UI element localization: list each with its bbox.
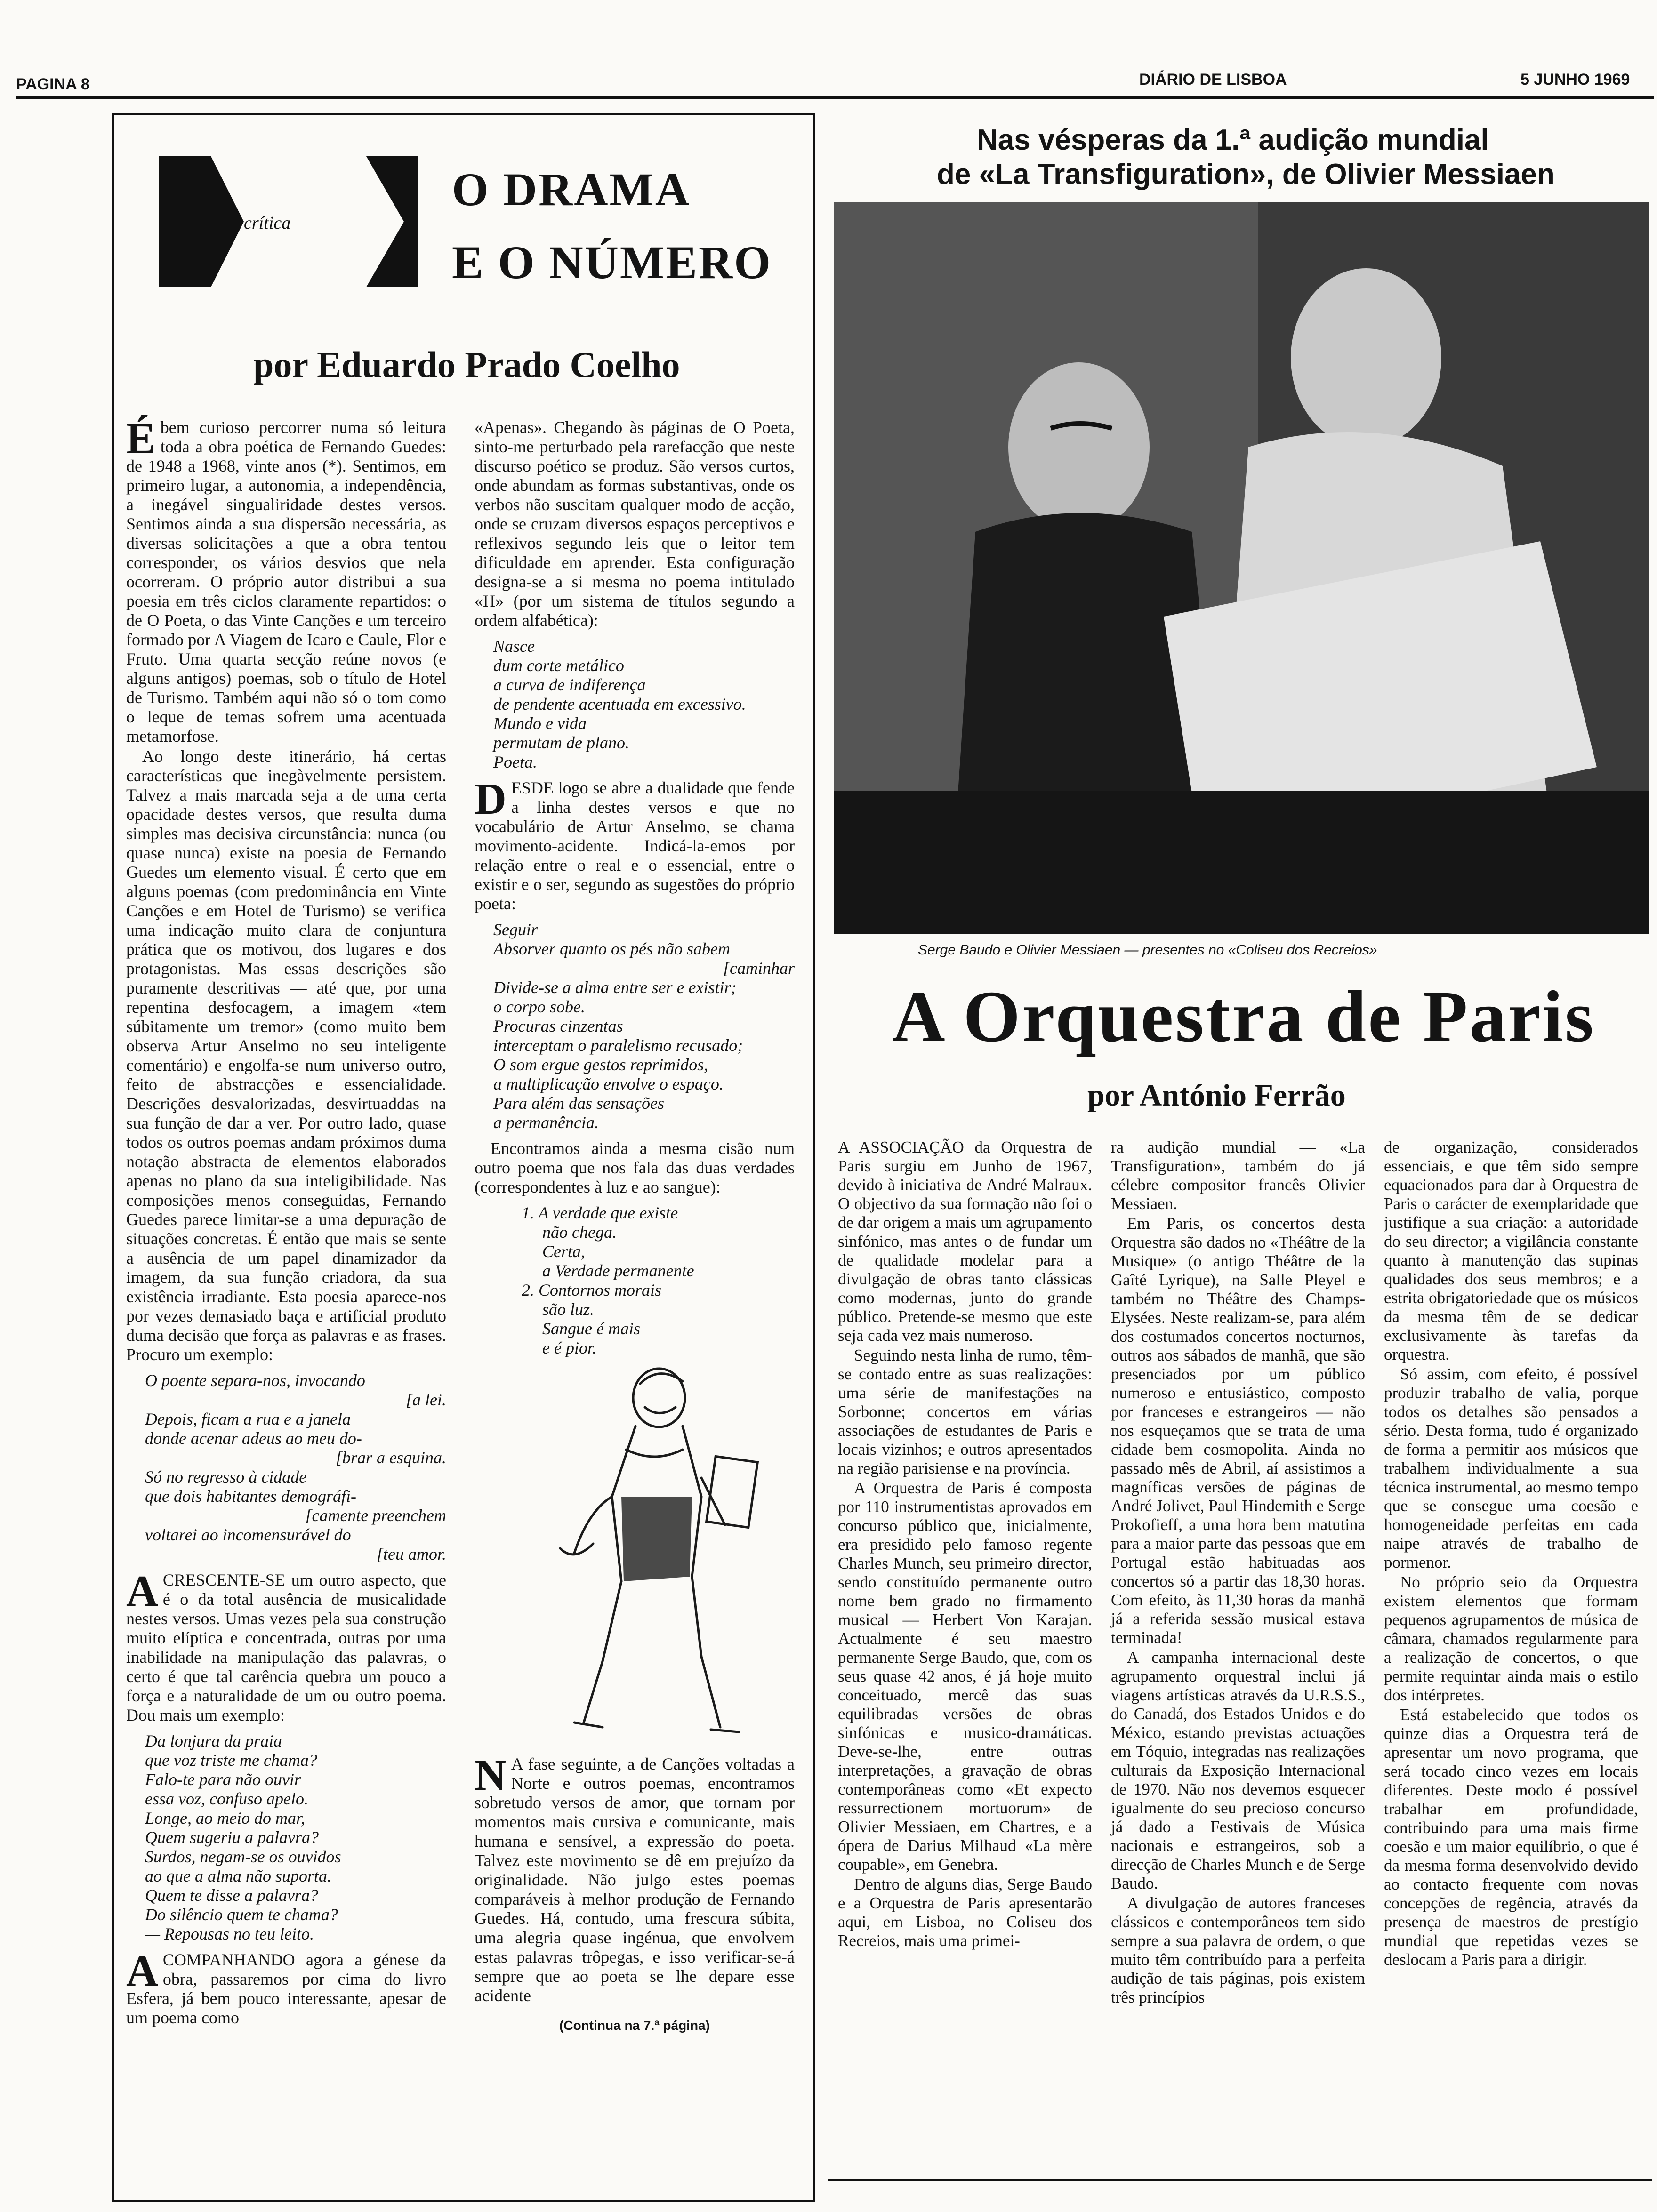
poem-line: 1. A verdade que existe	[522, 1203, 678, 1222]
orquestra-column-2	[1111, 1138, 1365, 2007]
poem-line: permutam de plano.	[493, 733, 629, 752]
right-headline-line2: de «La Transfiguration», de Olivier Messiaen	[937, 158, 1555, 191]
paragraph: A fase seguinte, a de Canções voltadas a Norte e outros poemas, encontramos sobretudo versos de amor, que tornam por momentos mais cursiva e comunicante, mais humana e sensível, a expressão do poeta. Talvez este movimento se dê em prejuízo da originalidade. Não julgo estes poemas comparáveis à melhor produção de Fernando Guedes. Há, contudo, uma frescura súbita, uma alegria quase ingénua, que envolvem estas palavras trôpegas, e isso verificar-se-á sempre que ao poeta se lhe depare esse acidente	[475, 1755, 795, 2005]
poem-line: interceptam o paralelismo recusado;	[493, 1036, 743, 1055]
paragraph: «Apenas». Chegando às páginas de O Poeta, sinto-me perturbado pela rarefacção que neste discurso poético se produz. São versos curtos, onde abundam as formas substantivas, onde os verbos não suscitam qualquer modo de acção, onde se cruzam diversos espaços perceptivos e reflexivos segundo leis que o leitor tem dificuldade em aprender. Esta configuração designa-se a si mesma no poema intitulado «H» (por um sistema de títulos segundo a ordem alfabética):	[475, 418, 795, 630]
paragraph: Seguindo nesta linha de rumo, têm-se contado entre as suas realizações: uma série de manifestações na Sorbonne; concertos em várias associações de estudantes de Paris e locais vizinhos; e outros apresentados na região parisiense e na província.	[838, 1346, 1092, 1477]
dropcap: A	[126, 1947, 158, 1996]
poem-line: Longe, ao meio do mar,	[145, 1809, 305, 1827]
poem-line: essa voz, confuso apelo.	[145, 1789, 308, 1808]
poem-line: Nasce	[493, 637, 535, 656]
poem-line: Depois, ficam a rua e a janela	[145, 1410, 351, 1428]
poem-line: Absorver quanto os pés não sabem	[493, 939, 730, 958]
orquestra-column-1	[838, 1138, 1092, 1950]
paragraph: Ao longo deste itinerário, há certas características que inegàvelmente persistem. Talvez a mais marcada seja a de uma certa opacidade destes versos, que resulta duma simples mas decisiva circunstância: nunca (ou quase nunca) existe na poesia de Fernando Guedes um elemento visual. É certo que em alguns poemas (com predominância em Vinte Canções e em Hotel de Turismo) se verifica uma indicação muito clara de conjuntura prática que os motivou, dos lugares e dos protagonistas. Mas essas descrições são puramente descritivas — até que, por uma repentina desfocagem, a imagem «tem súbitamente um tremor» (como muito bem observa Artur Anselmo no seu inteligente comentário) e engolfa-se num universo outro, feito de abstracções e essencialidade. Descrições desvalorizadas, desvirtuaddas na sua função de dar a ver. Por outro lado, quase todos os outros poemas andam próximos duma notação abstracta de elementos elaborados apenas no plano da sua inteligibilidade. Nas composições menos conseguidas, Fernando Guedes parece limitar-se a uma depuração de situações concretas. É então que mais se sente a ausência de um papel dinamizador da imagem, da sua função criadora, da sua existência irradiante. Esta poesia aparece-nos por vezes demasiado baça e artificial produto duma decisão que força as palavras e as frases. Procuro um exemplo:	[126, 747, 446, 1364]
poem-line: Procuras cinzentas	[493, 1017, 623, 1035]
poem-line: Só no regresso à cidade	[145, 1467, 307, 1486]
orchestra-photo	[834, 202, 1649, 934]
right-title: A Orquestra de Paris	[892, 976, 1596, 1057]
right-headline-line1: Nas vésperas da 1.ª audição mundial	[977, 124, 1489, 156]
poem-line: Para além das sensações	[493, 1094, 664, 1113]
paragraph: CRESCENTE-SE um outro aspecto, que é o da total ausência de musicalidade nestes versos. Umas vezes pela sua construção muito elíptica e concentrada, outras por uma inabilidade na manipulação das palavras, o certo é que tal carência quebra um pouco a força e a naturalidade de um ou outro poema. Dou mais um exemplo:	[126, 1571, 446, 1724]
header-rule	[16, 96, 1654, 99]
poem-line: a Verdade permanente	[542, 1261, 694, 1280]
poem-line: de pendente acentuada em excessivo.	[493, 695, 746, 713]
poem-line: Divide-se a alma entre ser e existir;	[493, 978, 737, 997]
poem-line: Quem te disse a palavra?	[145, 1886, 318, 1905]
poem-line: O poente separa-nos, invocando	[145, 1371, 365, 1390]
poem-line: Falo-te para não ouvir	[145, 1770, 301, 1789]
paragraph: ra audição mundial — «La Transfiguration», também do já célebre compositor francês Olivier Messiaen.	[1111, 1138, 1365, 1213]
paragraph: Encontramos ainda a mesma cisão num outro poema que nos fala das duas verdades (correspondentes à luz e ao sangue):	[475, 1139, 795, 1196]
newspaper-name: DIÁRIO DE LISBOA	[1139, 71, 1287, 88]
paragraph: No próprio seio da Orquestra existem elementos que formam pequenos agrupamentos de música de câmara, chamados regularmente para a realização de concertos, o que permite requintar ainda mais o estilo dos intérpretes.	[1384, 1573, 1638, 1704]
poem-line: [brar a esquina.	[335, 1448, 446, 1467]
dropcap: A	[126, 1567, 158, 1616]
poem-line: Poeta.	[493, 753, 537, 771]
paragraph: Está estabelecido que todos os quinze dias a Orquestra terá de apresentar um novo programa, que será tocado cinco vezes em locais diferentes. Deste modo é possível trabalhar em profundidade, contribuindo para uma mais firme coesão e um maior equilíbrio, o que é da mesma forma desenvolvido devido ao contacto frequente com novas concepções de regência, através da presença de maestros de prestígio mundial que repetidas vezes se deslocam a Paris para a dirigir.	[1384, 1706, 1638, 1969]
poem-line: voltarei ao incomensurável do	[145, 1525, 351, 1544]
poem-line: ao que a alma não suporta.	[145, 1867, 331, 1885]
critica-byline: por Eduardo Prado Coelho	[253, 344, 680, 385]
poem-line: são luz.	[542, 1300, 595, 1319]
dropcap: D	[475, 775, 507, 824]
critica-column-1	[126, 414, 446, 2028]
paragraph: A divulgação de autores franceses clássicos e contemporâneos tem sido sempre a sua palavra de ordem, o que muito têm contribuído para a perfeita audição de tais páginas, pois existem três princípios	[1111, 1894, 1365, 2006]
poem-line: O som ergue gestos reprimidos,	[493, 1055, 708, 1074]
poem-excerpt	[493, 920, 795, 1132]
paragraph: A Orquestra de Paris é composta por 110 instrumentistas aprovados em concurso público que, inicialmente, era presidido pelo famoso regente Charles Munch, seu primeiro director, sendo constituído permanente outro nome bem grado no firmamento musical — Herbert Von Karajan. Actualmente é seu maestro permanente Serge Baudo, que, com os seus quase 42 anos, é já hoje muito conceituado, mercê das suas equilibradas versões de obras sinfónicas e musico-dramáticas. Deve-se-lhe, entre outras interpretações, a gravação de obras contemporâneas como «Et expecto ressurrectionem mortuorum» de Olivier Messiaen, em Chartres, e a ópera de Darius Milhaud «La mère coupable», em Genebra.	[838, 1479, 1092, 1874]
poem-line: Da lonjura da praia	[145, 1731, 282, 1750]
poem-line: não chega.	[542, 1223, 617, 1242]
critica-logo-text: crítica	[244, 213, 291, 233]
poem-excerpt	[493, 637, 795, 772]
dropcap: É	[126, 414, 156, 463]
right-byline: por António Ferrão	[1087, 1078, 1346, 1113]
poem-line: Seguir	[493, 920, 538, 939]
dropcap: N	[475, 1751, 507, 1800]
poem-line: Quem sugeriu a palavra?	[145, 1828, 319, 1847]
poem-line: [a lei.	[406, 1390, 446, 1409]
poem-line: dum corte metálico	[493, 656, 624, 675]
poem-line: [camente preenchem	[305, 1506, 446, 1525]
poem-excerpt	[522, 1203, 795, 1358]
poem-excerpt	[145, 1371, 446, 1564]
poem-line: a permanência.	[493, 1113, 599, 1132]
paragraph: Em Paris, os concertos desta Orquestra são dados no «Théâtre de la Musique» (o antigo Théâtre de la Gaîté Lyrique), na Salle Pleyel e também no Théâtre des Champs-Elysées. Neste realizam-se, para além dos costumados concertos nocturnos, outros aos sábados de manhã, que são presenciados por um público numeroso e entusiástico, composto por franceses e estrangeiros — não nos esqueçamos que se trata de uma cidade bem cosmopolita. Ainda no passado mês de Abril, aí assistimos a magníficas versões de páginas de André Jolivet, Paul Hindemith e Serge Prokofieff, a uma hora bem matutina para a maior parte das pessoas que em Portugal estão habituadas aos concertos só a partir das 18,30 horas. Com efeito, às 11,30 horas da manhã já a referida sessão musical estava terminada!	[1111, 1214, 1365, 1647]
paragraph: Só assim, com efeito, é possível produzir trabalho de valia, porque todos os detalhes são pensados a sério. Desta forma, tudo é organizado de forma a permitir aos músicos que trabalhem individualmente a sua técnica instrumental, ao mesmo tempo que se consegue uma coesão e homogeneidade perfeitas em cada naipe através de trabalho de pormenor.	[1384, 1365, 1638, 1571]
photo-caption: Serge Baudo e Olivier Messiaen — presentes no «Coliseu dos Recreios»	[918, 942, 1377, 958]
poem-line: o corpo sobe.	[493, 997, 585, 1016]
poem-line: [caminhar	[723, 959, 795, 978]
poem-line: Mundo e vida	[493, 714, 587, 733]
page-label: PAGINA 8	[16, 75, 90, 93]
critica-column-2-bottom	[475, 1751, 795, 2035]
caricature-illustration	[504, 1355, 767, 1746]
poem-line: que dois habitantes demográfi-	[145, 1487, 356, 1506]
poem-excerpt	[145, 1731, 446, 1944]
poem-line: Certa,	[542, 1242, 586, 1261]
poem-line: donde acenar adeus ao meu do-	[145, 1429, 362, 1448]
orquestra-column-3	[1384, 1138, 1638, 1969]
poem-line: 2. Contornos morais	[522, 1281, 662, 1299]
paragraph: A campanha internacional deste agrupamento orquestral inclui já viagens artísticas através da U.R.S.S., do Canadá, dos Estados Unidos e do México, estando previstas actuações em Tóquio, integradas nas realizações culturais da Exposição Internacional de 1970. Não nos devemos esquecer igualmente do seu precioso concurso já dado a Festivais de Música nacionais e estrangeiros, sob a direcção de Charles Munch e de Serge Baudo.	[1111, 1648, 1365, 1892]
critica-title-line1: O DRAMA	[452, 163, 691, 216]
poem-line: Surdos, negam-se os ouvidos	[145, 1847, 341, 1866]
critica-title-line2: E O NÚMERO	[452, 236, 772, 289]
caricature-drawing	[504, 1355, 767, 1746]
critica-column-2	[475, 418, 795, 1364]
poem-line: que voz triste me chama?	[145, 1751, 317, 1770]
photo-scene	[834, 202, 1649, 934]
poem-line: a multiplicação envolve o espaço.	[493, 1074, 724, 1093]
bottom-rule	[828, 2179, 1652, 2181]
paragraph: Dentro de alguns dias, Serge Baudo e a Orquestra de Paris apresentarão aqui, em Lisboa, no Coliseu dos Recreios, mais uma primei-	[838, 1875, 1092, 1950]
continuation-note: (Continua na 7.ª página)	[559, 2018, 710, 2033]
paragraph: A ASSOCIAÇÃO da Orquestra de Paris surgiu em Junho de 1967, devido à iniciativa de André Malraux. O objectivo da sua formação não foi o de dar origem a mais um agrupamento sinfónico, mas antes o de fundar um de qualidade modelar para a divulgação de obras tanto clássicas como modernas, junto do grande público. Pretende-se mesmo que este seja cada vez mais numeroso.	[838, 1138, 1092, 1345]
poem-line: [teu amor.	[376, 1545, 446, 1563]
paragraph: COMPANHANDO agora a génese da obra, passaremos por cima do livro Esfera, já bem pouco interessante, apesar de um poema como	[126, 1950, 446, 2027]
poem-line: a curva de indiferença	[493, 675, 646, 694]
poem-line: — Repousas no teu leito.	[145, 1924, 314, 1943]
poem-line: Sangue é mais	[542, 1319, 640, 1338]
paragraph: ESDE logo se abre a dualidade que fende a linha destes versos e que no vocabulário de Artur Anselmo, se chama movimento-acidente. Indicá-la-emos por relação entre o real e o essencial, entre o existir e o ser, segundo as sugestões do próprio poeta:	[475, 778, 795, 913]
paragraph: bem curioso percorrer numa só leitura toda a obra poética de Fernando Guedes: de 1948 a 1968, vinte anos (*). Sentimos, em primeiro lugar, a autonomia, a independência, a inegável singualiridade destes versos. Sentimos ainda a sua dispersão necessária, as diversas solicitações a que a obra tentou corresponder, os vários desvios que nela ocorreram. O próprio autor distribui a sua poesia em três ciclos claramente repartidos: o de O Poeta, o das Vinte Canções e um terceiro formado por A Viagem de Icaro e Caule, Flor e Fruto. Uma quarta secção reúne novos (e alguns antigos) poemas, sob o título de Hotel de Turismo. Também aqui não só o tom como o leque de temas sofrem uma acentuada metamorfose.	[126, 418, 446, 745]
critica-logo	[159, 156, 418, 287]
poem-line: e é pior.	[542, 1338, 596, 1357]
poem-line: Do silêncio quem te chama?	[145, 1905, 338, 1924]
issue-date: 5 JUNHO 1969	[1520, 71, 1630, 88]
paragraph: de organização, considerados essenciais, e que têm sido sempre equacionados para dar à Orquestra de Paris o carácter de exemplaridade que justifique a sua criação: a autoridade do seu director; a vigilância constante quanto à manutenção das supinas qualidades dos seus membros; e a estrita obrigatoriedade que os músicos da mesma têm de se dedicar exclusivamente às tarefas da orquestra.	[1384, 1138, 1638, 1363]
